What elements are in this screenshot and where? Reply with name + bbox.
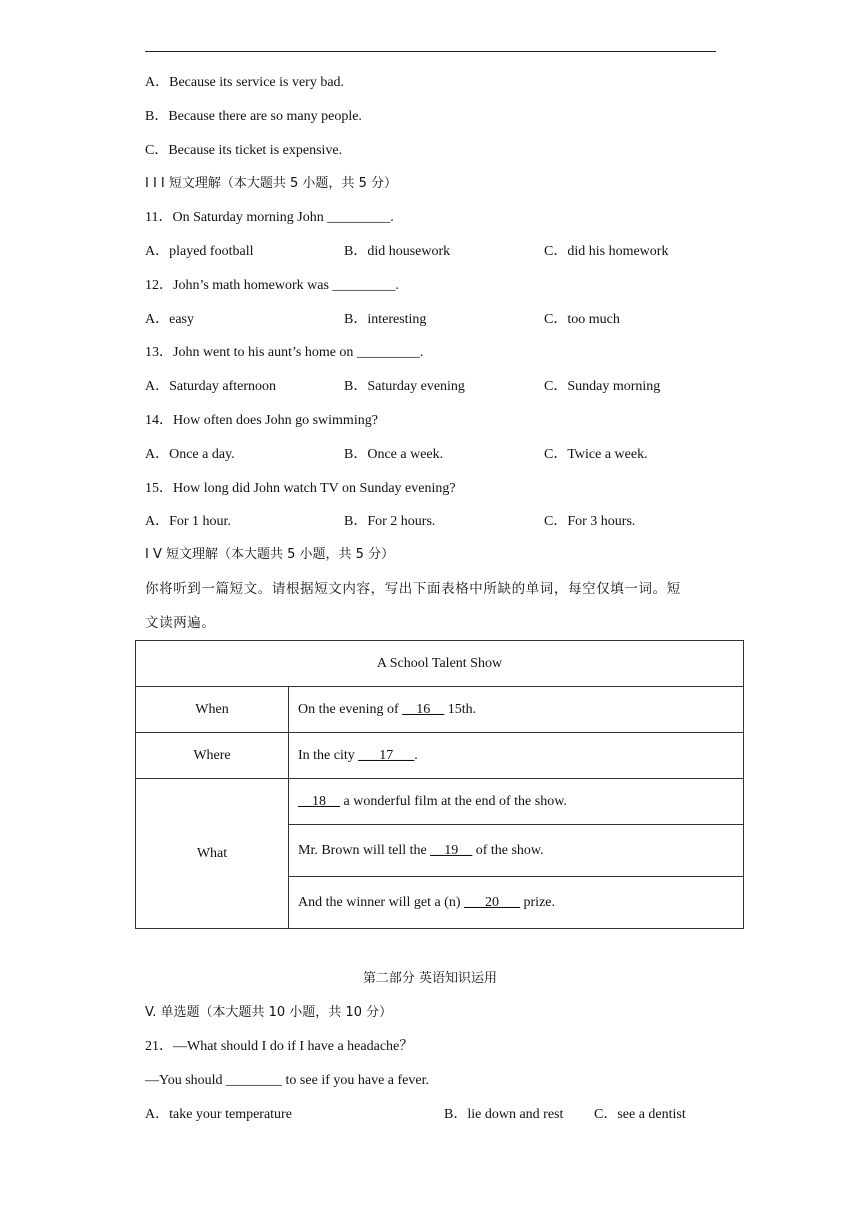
q14-option-b: B．Once a week.	[344, 447, 444, 462]
what1-text-after: a wonderful film at the end of the show.	[340, 793, 567, 809]
when-text-before: On the evening of	[298, 701, 403, 717]
q14-stem: 14．How often does John go swimming?	[145, 413, 378, 428]
q15-option-a: A．For 1 hour.	[145, 514, 231, 529]
q21-line2: —You should ________ to see if you have a fever.	[145, 1073, 429, 1088]
blank-18: __18__	[298, 793, 340, 809]
blank-20: ___20___	[464, 894, 521, 910]
section4-instructions-line2: 文读两遍。	[145, 615, 216, 631]
q15-option-b: B．For 2 hours.	[344, 514, 436, 529]
q14-option-a: A．Once a day.	[145, 447, 235, 462]
what-cell-1	[289, 779, 744, 825]
what3-text-after: prize.	[520, 894, 555, 910]
q13-stem: 13．John went to his aunt’s home on _________.	[145, 345, 424, 360]
what-cell-3	[289, 877, 744, 929]
what2-text-before: Mr. Brown will tell the	[298, 842, 431, 858]
where-text-after: .	[414, 747, 418, 763]
q21-stem: 21．—What should I do if I have a headache？	[145, 1039, 414, 1054]
q21-option-b: B．lie down and rest	[444, 1107, 564, 1122]
section4-instructions-line1: 你将听到一篇短文。请根据短文内容，写出下面表格中所缺的单词，每空仅填一词。短	[145, 581, 681, 597]
q12-option-c: C．too much	[544, 312, 620, 327]
q11-option-a: A．played football	[145, 244, 254, 259]
q13-option-a: A．Saturday afternoon	[145, 379, 277, 394]
q11-stem: 11．On Saturday morning John _________.	[145, 210, 394, 225]
section4-title: I V 短文理解（本大题共 5 小题，共 5 分）	[145, 547, 395, 562]
table-title: A School Talent Show	[136, 641, 744, 687]
where-cell	[289, 733, 744, 779]
q12-option-a: A．easy	[145, 312, 194, 327]
q10-option-a: A．Because its service is very bad.	[145, 75, 345, 90]
q13-option-c: C．Sunday morning	[544, 379, 661, 394]
what3-text-before: And the winner will get a (n)	[298, 894, 465, 910]
what2-text-after: of the show.	[472, 842, 544, 858]
header-rule	[145, 51, 716, 52]
part2-title: 第二部分 英语知识运用	[362, 971, 498, 986]
q21-option-a: A．take your temperature	[145, 1107, 292, 1122]
what-cell-2	[289, 825, 744, 877]
when-cell	[289, 687, 744, 733]
q15-option-c: C．For 3 hours.	[544, 514, 636, 529]
q12-option-b: B．interesting	[344, 312, 427, 327]
blank-19: __19__	[430, 842, 473, 858]
blank-17: ___17___	[358, 747, 415, 763]
section3-title: I I I 短文理解（本大题共 5 小题，共 5 分）	[145, 176, 397, 191]
q10-option-c: C．Because its ticket is expensive.	[145, 143, 343, 158]
q15-stem: 15．How long did John watch TV on Sunday evening?	[145, 481, 456, 496]
q13-option-b: B．Saturday evening	[344, 379, 465, 394]
blank-16: __16__	[402, 701, 445, 717]
section5-title: V. 单选题（本大题共 10 小题，共 10 分）	[145, 1005, 393, 1020]
what-label: What	[136, 779, 289, 929]
q14-option-c: C．Twice a week.	[544, 447, 648, 462]
where-label: Where	[136, 733, 289, 779]
when-label: When	[136, 687, 289, 733]
q11-option-b: B．did housework	[344, 244, 451, 259]
talent-show-table	[135, 640, 744, 929]
q11-option-c: C．did his homework	[544, 244, 669, 259]
q10-option-b: B．Because there are so many people.	[145, 109, 362, 124]
q21-option-c: C．see a dentist	[594, 1107, 686, 1122]
where-text-before: In the city	[298, 747, 359, 763]
q12-stem: 12．John’s math homework was _________.	[145, 278, 399, 293]
when-text-after: 15th.	[444, 701, 477, 717]
